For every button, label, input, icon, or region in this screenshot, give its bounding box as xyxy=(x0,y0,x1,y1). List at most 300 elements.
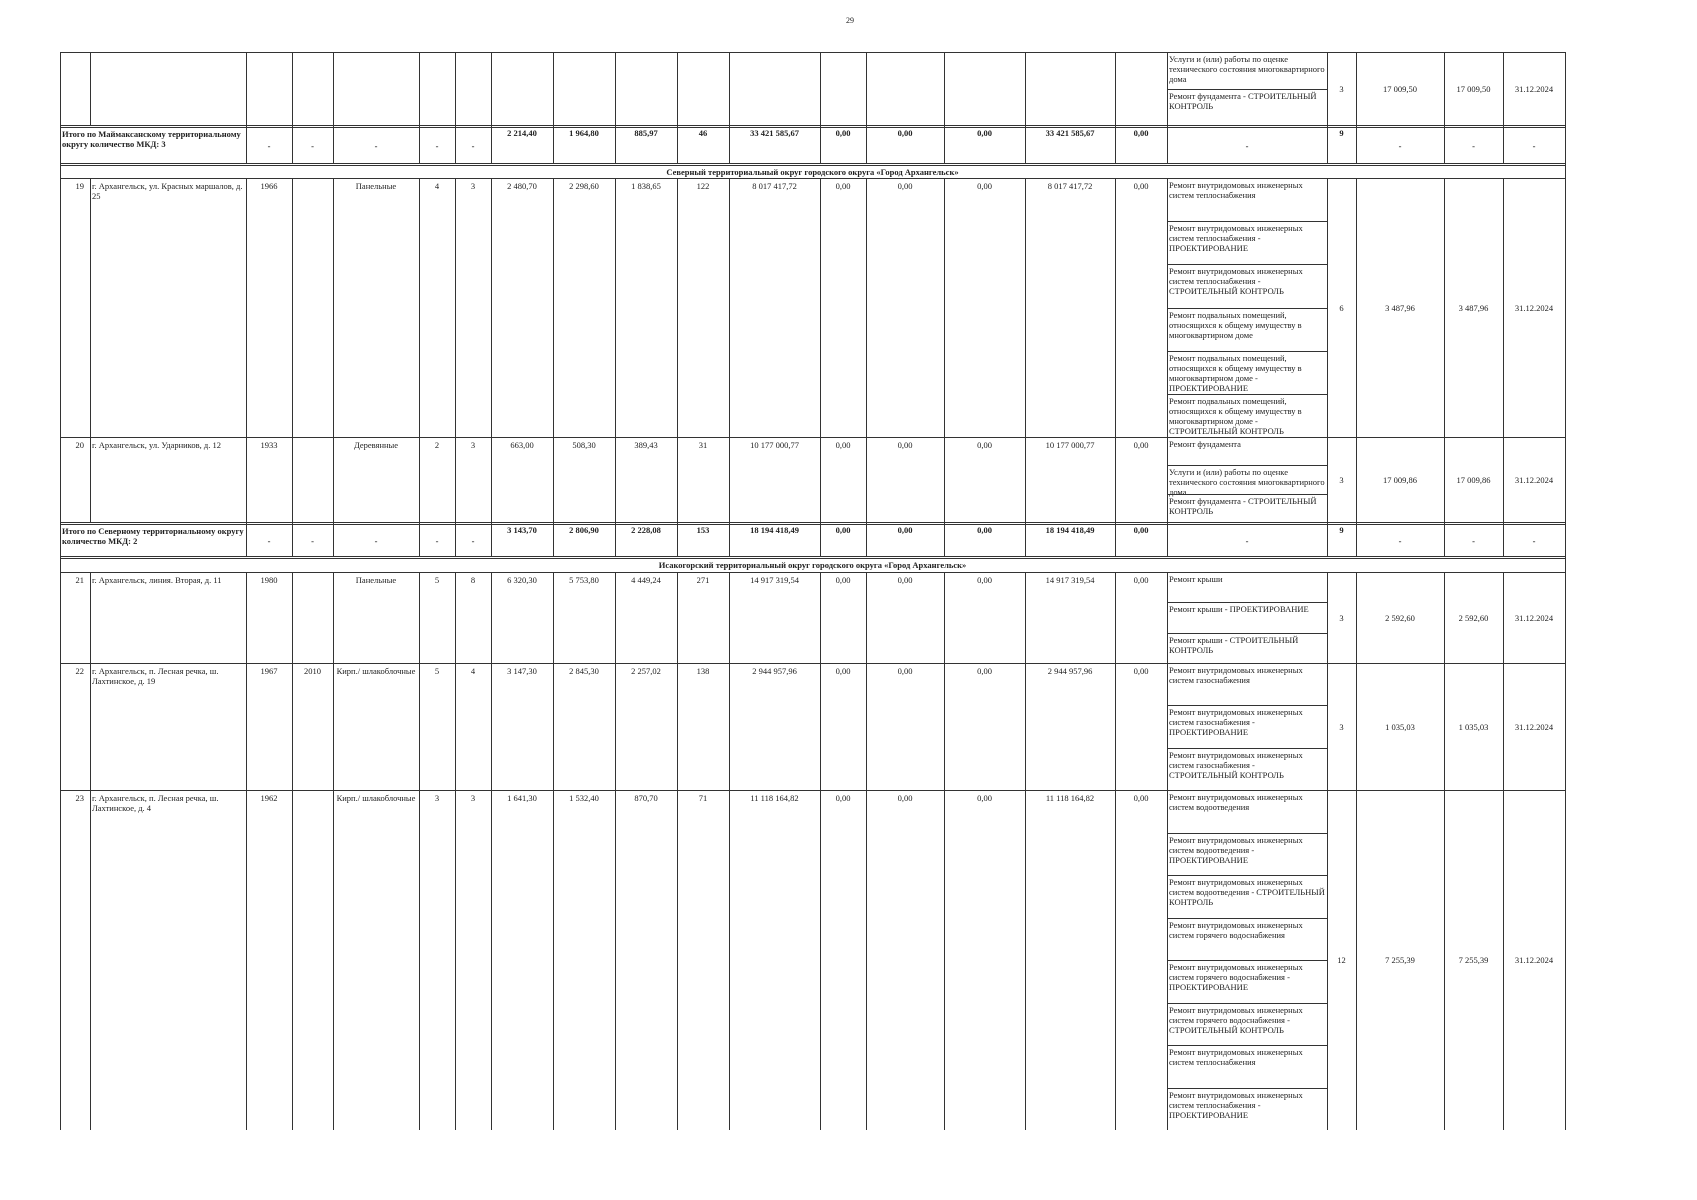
column-line xyxy=(615,522,616,556)
column-line xyxy=(60,178,61,437)
column-line xyxy=(1565,52,1566,125)
total-residents: 46 xyxy=(698,128,708,138)
cell-cost2: 7 255,39 xyxy=(1458,955,1489,965)
column-line xyxy=(60,790,61,1130)
column-line xyxy=(944,52,945,125)
column-line xyxy=(292,663,293,790)
column-line xyxy=(292,572,293,663)
column-line xyxy=(1327,572,1328,663)
column-line xyxy=(1167,125,1168,163)
total-cost2: - xyxy=(1472,536,1475,546)
total-dash: - xyxy=(311,141,314,151)
column-line xyxy=(491,790,492,1130)
work-cell-border xyxy=(1167,221,1327,222)
column-line xyxy=(455,178,456,437)
total-area_res: 2 806,90 xyxy=(569,525,599,535)
cell-count: 3 xyxy=(1339,722,1344,732)
cell-date: 31.12.2024 xyxy=(1514,475,1554,485)
row-border xyxy=(60,572,1565,573)
column-line xyxy=(1115,663,1116,790)
column-line xyxy=(1444,178,1445,437)
column-line xyxy=(729,572,730,663)
work-item: Ремонт крыши - ПРОЕКТИРОВАНИЕ xyxy=(1169,604,1309,614)
column-line xyxy=(246,790,247,1130)
total-owners: 33 421 585,67 xyxy=(1045,128,1095,138)
column-line xyxy=(455,52,456,125)
work-item: Ремонт фундамента xyxy=(1169,439,1241,449)
cell-floors: 5 xyxy=(434,666,440,676)
cell-num: 21 xyxy=(75,575,84,585)
total-area_live: 885,97 xyxy=(634,128,658,138)
row-border xyxy=(60,437,1565,438)
cell-cost2: 2 592,60 xyxy=(1458,613,1489,623)
work-item: Услуги и (или) работы по оценке технического состояния многоквартирного дома xyxy=(1169,54,1325,84)
column-line xyxy=(1167,522,1168,556)
column-line xyxy=(677,178,678,437)
column-line xyxy=(419,52,420,125)
row-border xyxy=(60,178,1565,179)
column-line xyxy=(615,572,616,663)
work-item: Ремонт подвальных помещений, относящихся к общему имуществу в многоквартирном доме xyxy=(1169,310,1302,340)
work-item: Ремонт внутридомовых инженерных систем теплоснабжения xyxy=(1169,1047,1303,1067)
work-cell-border xyxy=(1167,351,1327,352)
column-line xyxy=(677,125,678,163)
column-line xyxy=(820,522,821,556)
work-item: Ремонт внутридомовых инженерных систем горячего водоснабжения - СТРОИТЕЛЬНЫЙ КОНТРОЛЬ xyxy=(1169,1005,1303,1035)
column-line xyxy=(246,52,247,125)
cell-material: Кирп./ шлакоблочные xyxy=(336,793,416,803)
work-item: Ремонт крыши xyxy=(1169,574,1223,584)
column-line xyxy=(677,522,678,556)
column-line xyxy=(419,522,420,556)
column-line xyxy=(60,125,61,163)
column-line xyxy=(292,437,293,522)
cell-count: 3 xyxy=(1339,475,1344,485)
total-date: - xyxy=(1532,536,1536,546)
column-line xyxy=(553,437,554,522)
cell-other: 0,00 xyxy=(1133,575,1149,585)
column-line xyxy=(866,178,867,437)
column-line xyxy=(553,178,554,437)
cell-fund2: 0,00 xyxy=(897,575,913,585)
column-line xyxy=(1565,522,1566,556)
column-line xyxy=(1115,125,1116,163)
total-cost2: - xyxy=(1472,141,1475,151)
column-line xyxy=(1115,522,1116,556)
cell-entrances: 8 xyxy=(470,575,476,585)
column-line xyxy=(820,52,821,125)
column-line xyxy=(1565,178,1566,437)
total-fund3: 0,00 xyxy=(977,128,992,138)
column-line xyxy=(1444,663,1445,790)
cell-num: 19 xyxy=(75,181,84,191)
column-line xyxy=(246,178,247,437)
work-cell-border xyxy=(1167,748,1327,749)
column-line xyxy=(455,125,456,163)
total-dash: - xyxy=(311,536,314,546)
work-cell-border xyxy=(1167,875,1327,876)
column-line xyxy=(729,178,730,437)
total-dash: - xyxy=(471,536,475,546)
cell-area_live: 870,70 xyxy=(634,793,658,803)
column-line xyxy=(1356,437,1357,522)
column-line xyxy=(729,790,730,1130)
total-dash: - xyxy=(267,536,271,546)
column-line xyxy=(60,522,61,556)
work-item: Ремонт фундамента - СТРОИТЕЛЬНЫЙ КОНТРОЛЬ xyxy=(1169,496,1317,516)
cell-area_res: 2 298,60 xyxy=(569,181,599,191)
cell-residents: 31 xyxy=(698,440,708,450)
column-line xyxy=(1503,178,1504,437)
total-dash: - xyxy=(471,141,475,151)
cell-other: 0,00 xyxy=(1133,793,1149,803)
column-line xyxy=(1565,163,1566,178)
column-line xyxy=(553,52,554,125)
cell-fund3: 0,00 xyxy=(977,666,992,676)
work-cell-border xyxy=(1167,308,1327,309)
column-line xyxy=(491,52,492,125)
work-item: Ремонт внутридомовых инженерных систем водоотведения xyxy=(1169,792,1303,812)
work-cell-border xyxy=(1167,394,1327,395)
cell-cost2: 3 487,96 xyxy=(1458,303,1489,313)
column-line xyxy=(333,790,334,1130)
cont-cost2: 17 009,50 xyxy=(1456,84,1491,94)
total-fund3: 0,00 xyxy=(977,525,992,535)
work-item: Ремонт внутридомовых инженерных систем водоотведения - СТРОИТЕЛЬНЫЙ КОНТРОЛЬ xyxy=(1169,877,1325,907)
column-line xyxy=(1503,125,1504,163)
work-cell-border xyxy=(1167,705,1327,706)
column-line xyxy=(60,572,61,663)
column-line xyxy=(553,663,554,790)
column-line xyxy=(90,437,91,522)
row-border xyxy=(60,52,1565,53)
column-line xyxy=(1444,125,1445,163)
cell-fund3: 0,00 xyxy=(977,793,992,803)
cell-area_total: 663,00 xyxy=(510,440,534,450)
cell-entrances: 3 xyxy=(470,181,476,191)
work-cell-border xyxy=(1167,1003,1327,1004)
cell-area_total: 6 320,30 xyxy=(507,575,537,585)
cell-floors: 4 xyxy=(434,181,440,191)
column-line xyxy=(866,522,867,556)
total-count: 9 xyxy=(1339,525,1344,535)
cell-residents: 122 xyxy=(696,181,710,191)
cell-address: г. Архангельск, п. Лесная речка, ш. Лахтинское, д. 19 xyxy=(92,666,219,686)
cell-cost1: 17 009,86 xyxy=(1383,475,1417,485)
row-border xyxy=(60,125,1565,126)
total-other: 0,00 xyxy=(1133,128,1149,138)
cell-fund1: 0,00 xyxy=(835,181,851,191)
total-date: - xyxy=(1532,141,1536,151)
total-count: 9 xyxy=(1339,128,1344,138)
column-line xyxy=(333,522,334,556)
column-line xyxy=(866,52,867,125)
cell-address: г. Архангельск, п. Лесная речка, ш. Лахтинское, д. 4 xyxy=(92,793,219,813)
total-area_live: 2 228,08 xyxy=(631,525,661,535)
total-cost1: - xyxy=(1398,141,1402,151)
column-line xyxy=(1327,125,1328,163)
row-border xyxy=(60,556,1565,557)
column-line xyxy=(491,437,492,522)
work-item: Ремонт внутридомовых инженерных систем теплоснабжения - ПРОЕКТИРОВАНИЕ xyxy=(1169,223,1303,253)
cell-date: 31.12.2024 xyxy=(1514,955,1554,965)
cell-year: 1980 xyxy=(260,575,278,585)
column-line xyxy=(1025,522,1026,556)
cell-owners: 14 917 319,54 xyxy=(1045,575,1095,585)
cell-area_total: 3 147,30 xyxy=(507,666,537,676)
work-item: Ремонт внутридомовых инженерных систем теплоснабжения xyxy=(1169,180,1303,200)
column-line xyxy=(944,663,945,790)
column-line xyxy=(866,125,867,163)
column-line xyxy=(419,663,420,790)
column-line xyxy=(677,572,678,663)
column-line xyxy=(729,125,730,163)
column-line xyxy=(90,572,91,663)
cell-address: г. Архангельск, ул. Ударников, д. 12 xyxy=(92,440,221,450)
column-line xyxy=(1565,437,1566,522)
cell-cost_total: 10 177 000,77 xyxy=(750,440,799,450)
row-border xyxy=(60,790,1565,791)
cell-residents: 138 xyxy=(696,666,710,676)
total-other: 0,00 xyxy=(1133,525,1149,535)
cell-year: 1962 xyxy=(260,793,278,803)
cell-area_res: 508,30 xyxy=(572,440,596,450)
total-owners: 18 194 418,49 xyxy=(1045,525,1095,535)
work-cell-border xyxy=(1167,1045,1327,1046)
column-line xyxy=(1356,790,1357,1130)
column-line xyxy=(455,522,456,556)
column-line xyxy=(1025,437,1026,522)
cell-cost_total: 14 917 319,54 xyxy=(750,575,799,585)
work-item: Ремонт внутридомовых инженерных систем водоотведения - ПРОЕКТИРОВАНИЕ xyxy=(1169,835,1303,865)
total-fund1: 0,00 xyxy=(835,128,851,138)
column-line xyxy=(1503,437,1504,522)
cell-residents: 271 xyxy=(696,575,710,585)
cell-fund2: 0,00 xyxy=(897,440,913,450)
cell-year: 1967 xyxy=(260,666,278,676)
cell-cost2: 17 009,86 xyxy=(1456,475,1491,485)
cell-num: 20 xyxy=(75,440,84,450)
column-line xyxy=(1115,178,1116,437)
cell-owners: 2 944 957,96 xyxy=(1047,666,1093,676)
column-line xyxy=(1327,52,1328,125)
column-line xyxy=(553,522,554,556)
cell-material: Деревянные xyxy=(353,440,399,450)
cell-date: 31.12.2024 xyxy=(1514,303,1554,313)
cell-residents: 71 xyxy=(698,793,708,803)
column-line xyxy=(1025,125,1026,163)
column-line xyxy=(820,790,821,1130)
column-line xyxy=(60,437,61,522)
cell-cost1: 3 487,96 xyxy=(1385,303,1415,313)
column-line xyxy=(333,572,334,663)
work-cell-border xyxy=(1167,602,1327,603)
cell-fund1: 0,00 xyxy=(835,793,851,803)
column-line xyxy=(455,437,456,522)
column-line xyxy=(246,663,247,790)
total-cost_total: 18 194 418,49 xyxy=(750,525,799,535)
cell-floors: 2 xyxy=(434,440,440,450)
column-line xyxy=(1115,790,1116,1130)
column-line xyxy=(1565,572,1566,663)
column-line xyxy=(1327,437,1328,522)
total-dash: - xyxy=(267,141,271,151)
cell-area_res: 1 532,40 xyxy=(569,793,599,803)
total-dash: - xyxy=(374,141,378,151)
column-line xyxy=(1327,663,1328,790)
cell-count: 3 xyxy=(1339,613,1344,623)
column-line xyxy=(615,790,616,1130)
cell-fund2: 0,00 xyxy=(897,666,913,676)
cont-count: 3 xyxy=(1339,84,1344,94)
cell-date: 31.12.2024 xyxy=(1514,722,1554,732)
column-line xyxy=(292,790,293,1130)
column-line xyxy=(944,437,945,522)
column-line xyxy=(90,663,91,790)
column-line xyxy=(1025,663,1026,790)
column-line xyxy=(1565,556,1566,572)
column-line xyxy=(729,437,730,522)
cell-num: 23 xyxy=(75,793,84,803)
column-line xyxy=(1444,52,1445,125)
column-line xyxy=(553,125,554,163)
work-item: Ремонт фундамента - СТРОИТЕЛЬНЫЙ КОНТРОЛЬ xyxy=(1169,91,1317,111)
cell-area_res: 5 753,80 xyxy=(569,575,599,585)
cell-cost1: 1 035,03 xyxy=(1385,722,1415,732)
total-fund2: 0,00 xyxy=(897,128,913,138)
column-line xyxy=(615,437,616,522)
column-line xyxy=(1025,572,1026,663)
cell-count: 12 xyxy=(1337,955,1346,965)
row-border-double xyxy=(60,558,1565,559)
column-line xyxy=(455,572,456,663)
cell-fund2: 0,00 xyxy=(897,181,913,191)
column-line xyxy=(1025,178,1026,437)
column-line xyxy=(615,663,616,790)
column-line xyxy=(246,572,247,663)
cell-fund1: 0,00 xyxy=(835,575,851,585)
column-line xyxy=(1565,663,1566,790)
column-line xyxy=(292,52,293,125)
cell-material: Панельные xyxy=(355,575,397,585)
column-line xyxy=(820,663,821,790)
column-line xyxy=(866,437,867,522)
column-line xyxy=(419,178,420,437)
total-residents: 153 xyxy=(696,525,710,535)
column-line xyxy=(1356,125,1357,163)
column-line xyxy=(615,178,616,437)
work-item: Ремонт внутридомовых инженерных систем газоснабжения - ПРОЕКТИРОВАНИЕ xyxy=(1169,707,1303,737)
cell-address: г. Архангельск, ул. Красных маршалов, д. 25 xyxy=(92,181,243,201)
column-line xyxy=(1503,52,1504,125)
column-line xyxy=(333,437,334,522)
column-line xyxy=(491,663,492,790)
column-line xyxy=(60,52,61,125)
cell-other: 0,00 xyxy=(1133,666,1149,676)
total-area_total: 3 143,70 xyxy=(507,525,537,535)
column-line xyxy=(246,437,247,522)
column-line xyxy=(419,125,420,163)
column-line xyxy=(455,790,456,1130)
cell-area_live: 4 449,24 xyxy=(631,575,661,585)
total-dash: - xyxy=(435,141,439,151)
cell-area_total: 1 641,30 xyxy=(507,793,537,803)
column-line xyxy=(1115,437,1116,522)
total-area_res: 1 964,80 xyxy=(569,128,599,138)
column-line xyxy=(333,52,334,125)
column-line xyxy=(615,52,616,125)
column-line xyxy=(1503,522,1504,556)
work-item: Ремонт внутридомовых инженерных систем горячего водоснабжения - ПРОЕКТИРОВАНИЕ xyxy=(1169,962,1303,992)
cell-year: 1933 xyxy=(260,440,278,450)
row-border xyxy=(60,663,1565,664)
cell-entrances: 4 xyxy=(470,666,476,676)
column-line xyxy=(553,572,554,663)
page-number: 29 xyxy=(846,16,854,25)
work-cell-border xyxy=(1167,465,1327,466)
work-item: Ремонт внутридомовых инженерных систем горячего водоснабжения xyxy=(1169,920,1303,940)
column-line xyxy=(944,178,945,437)
cell-other: 0,00 xyxy=(1133,181,1149,191)
column-line xyxy=(820,437,821,522)
work-item: Ремонт крыши - СТРОИТЕЛЬНЫЙ КОНТРОЛЬ xyxy=(1169,635,1299,655)
column-line xyxy=(1356,52,1357,125)
section-heading: Исакогорский территориальный округ городского округа «Город Архангельск» xyxy=(658,560,967,570)
cell-fund1: 0,00 xyxy=(835,440,851,450)
cell-other: 0,00 xyxy=(1133,440,1149,450)
cell-cost_total: 2 944 957,96 xyxy=(752,666,797,676)
cell-cost_total: 11 118 164,82 xyxy=(750,793,799,803)
column-line xyxy=(60,663,61,790)
column-line xyxy=(820,178,821,437)
column-line xyxy=(90,790,91,1130)
column-line xyxy=(1444,437,1445,522)
cell-area_total: 2 480,70 xyxy=(507,181,537,191)
cell-fund3: 0,00 xyxy=(977,181,992,191)
cell-cost2: 1 035,03 xyxy=(1458,722,1489,732)
total-area_total: 2 214,40 xyxy=(507,128,537,138)
column-line xyxy=(1444,790,1445,1130)
column-line xyxy=(1503,790,1504,1130)
cell-fund3: 0,00 xyxy=(977,440,992,450)
work-cell-border xyxy=(1167,633,1327,634)
column-line xyxy=(944,522,945,556)
cell-date: 31.12.2024 xyxy=(1514,613,1554,623)
column-line xyxy=(90,52,91,125)
column-line xyxy=(419,437,420,522)
column-line xyxy=(419,572,420,663)
column-line xyxy=(615,125,616,163)
total-works: - xyxy=(1245,536,1249,546)
column-line xyxy=(677,663,678,790)
column-line xyxy=(333,663,334,790)
column-line xyxy=(1327,522,1328,556)
column-line xyxy=(1115,52,1116,125)
cell-address: г. Архангельск, линия. Вторая, д. 11 xyxy=(92,575,222,585)
column-line xyxy=(90,178,91,437)
column-line xyxy=(866,790,867,1130)
work-cell-border xyxy=(1167,833,1327,834)
cell-cost1: 7 255,39 xyxy=(1385,955,1415,965)
work-cell-border xyxy=(1167,494,1327,495)
cell-floors: 5 xyxy=(434,575,440,585)
cell-year: 1966 xyxy=(260,181,278,191)
column-line xyxy=(1115,572,1116,663)
row-border-double xyxy=(60,165,1565,166)
work-item: Ремонт внутридомовых инженерных систем газоснабжения xyxy=(1169,665,1303,685)
cell-area_res: 2 845,30 xyxy=(569,666,599,676)
work-item: Ремонт подвальных помещений, относящихся к общему имуществу в многоквартирном доме - СТРОИТЕЛЬНЫЙ КОНТРОЛЬ xyxy=(1169,396,1302,436)
